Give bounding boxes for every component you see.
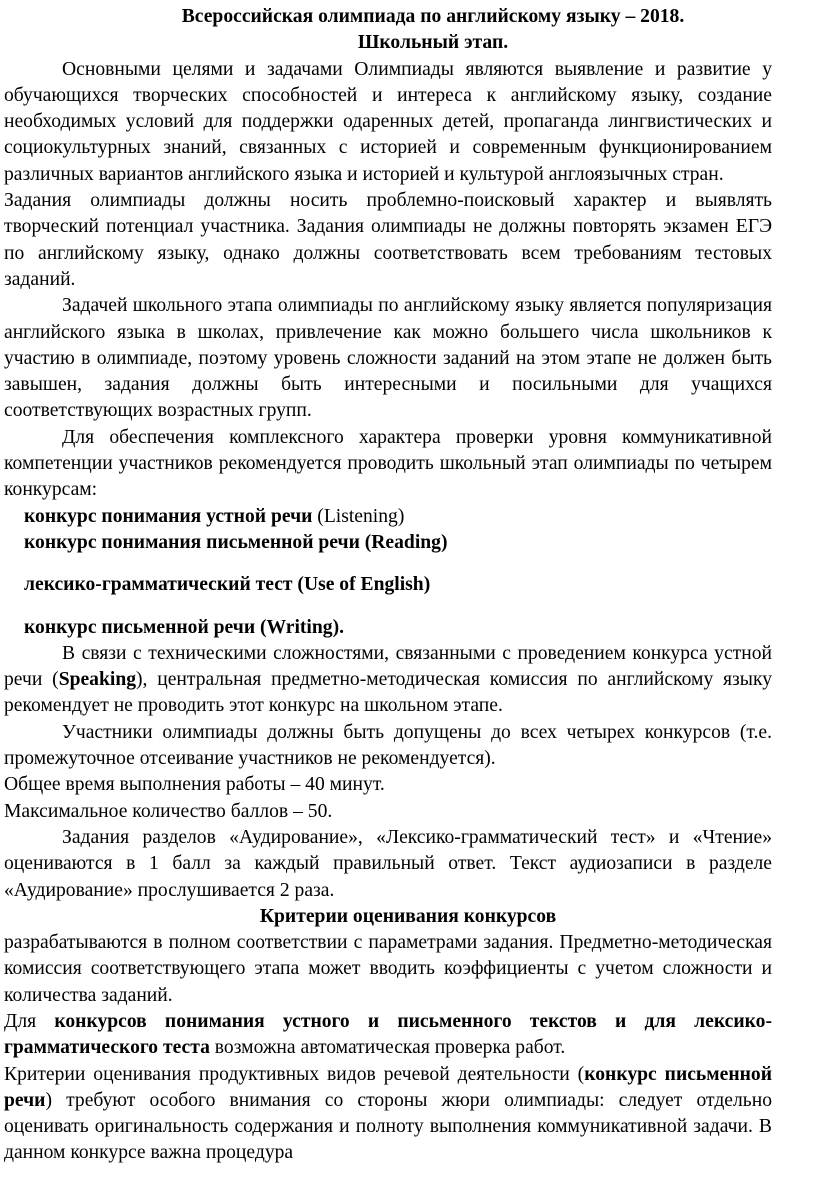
paragraph-school-stage: Задачей школьного этапа олимпиады по английскому языку является популяризация английского языка в школах, привлечение как можно большего числа школьников к участию в олимпиаде, поэтому уровень сложности заданий на этом этапе не должен быть завышен, задания должны быть интересными и посильными для учащихся соответствующих возрастных групп. — [4, 295, 772, 422]
bullet-listening-bold: конкурс понимания устной речи — [24, 505, 313, 527]
productive-bold: конкурс письменной речи — [4, 1063, 773, 1111]
document-title — [4, 4, 772, 57]
paragraph-productive-criteria — [4, 1062, 772, 1167]
criteria-heading: Критерии оценивания конкурсов — [259, 905, 557, 927]
paragraph-criteria-developed: разрабатываются в полном соответствии с параметрами задания. Предметно-методическая комиссия соответствующего этапа может вводить коэффициенты с учетом сложности и количества заданий. — [4, 932, 772, 1006]
paragraph-tasks-character: Задания олимпиады должны носить проблемно-поисковый характер и выявлять творческий потенциал участника. Задания олимпиады не должны повторять экзамен ЕГЭ по английскому языку, однако должны соответствовать всем требованиям тестовых заданий. — [4, 190, 772, 290]
speaking-post: ), центральная предметно-методическая комиссия по английскому языку рекомендует не проводить этот конкурс на школьном этапе. — [4, 669, 772, 717]
bullet-listening-rest: (Listening) — [312, 505, 405, 527]
bullet-use-of-english — [4, 572, 772, 598]
paragraph-scoring: Задания разделов «Аудирование», «Лексико-грамматический тест» и «Чтение» оцениваются в 1 балл за каждый правильный ответ. Текст аудиозаписи в разделе «Аудирование» прослушивается 2 раза. — [4, 826, 772, 901]
bullet-writing-bold: конкурс письменной речи (Writing). — [24, 616, 344, 638]
paragraph-participants: Участники олимпиады должны быть допущены до всех четырех конкурсов (т.е. промежуточное отсеивание участников не рекомендуется). — [4, 721, 772, 770]
paragraph-speaking — [4, 641, 772, 720]
paragraph-auto-check — [4, 1009, 772, 1062]
speaking-bold: Speaking — [58, 669, 137, 691]
auto-check-post: возможна автоматическая проверка работ. — [209, 1037, 566, 1059]
title-line-2: Школьный этап. — [357, 32, 509, 54]
bullet-reading-bold: конкурс понимания письменной речи (Reading) — [24, 531, 448, 553]
speaking-pre: В связи с техническими сложностями, связанными с проведением конкурса устной речи ( — [4, 642, 772, 691]
bullet-reading — [4, 530, 772, 556]
title-line-1: Всероссийская олимпиада по английскому языку – 2018. — [181, 6, 685, 27]
bullet-writing — [4, 615, 772, 641]
auto-check-pre: Для — [4, 1010, 55, 1032]
paragraph-total-time: Общее время выполнения работы – 40 минут. — [4, 774, 385, 796]
bullet-use-of-english-bold: лексико-грамматический тест (Use of English) — [24, 574, 431, 596]
bullet-listening — [4, 504, 772, 530]
productive-post: ) требуют особого внимания со стороны жюри олимпиады: следует отдельно оценивать оригинальность содержания и полноту выполнения коммуникативной задачи. В данном конкурсе важна процедура — [4, 1089, 772, 1164]
paragraph-goals: Основными целями и задачами Олимпиады являются выявление и развитие у обучающихся творческих способностей и интереса к английскому языку, создание необходимых условий для поддержки одаренных детей, пропаганда лингвистических и социокультурных знаний, связанных с историей и современным функционированием различных вариантов английского языка и историей и культурой англоязычных стран. — [4, 58, 772, 185]
productive-pre: Критерии оценивания продуктивных видов речевой деятельности ( — [4, 1063, 585, 1085]
paragraph-contests-intro: Для обеспечения комплексного характера проверки уровня коммуникативной компетенции участников рекомендуется проводить школьный этап олимпиады по четырем конкурсам: — [4, 426, 772, 501]
paragraph-max-score: Максимальное количество баллов – 50. — [4, 800, 333, 822]
auto-check-bold: конкурсов понимания устного и письменного текстов и для лексико-грамматического теста — [4, 1010, 772, 1059]
